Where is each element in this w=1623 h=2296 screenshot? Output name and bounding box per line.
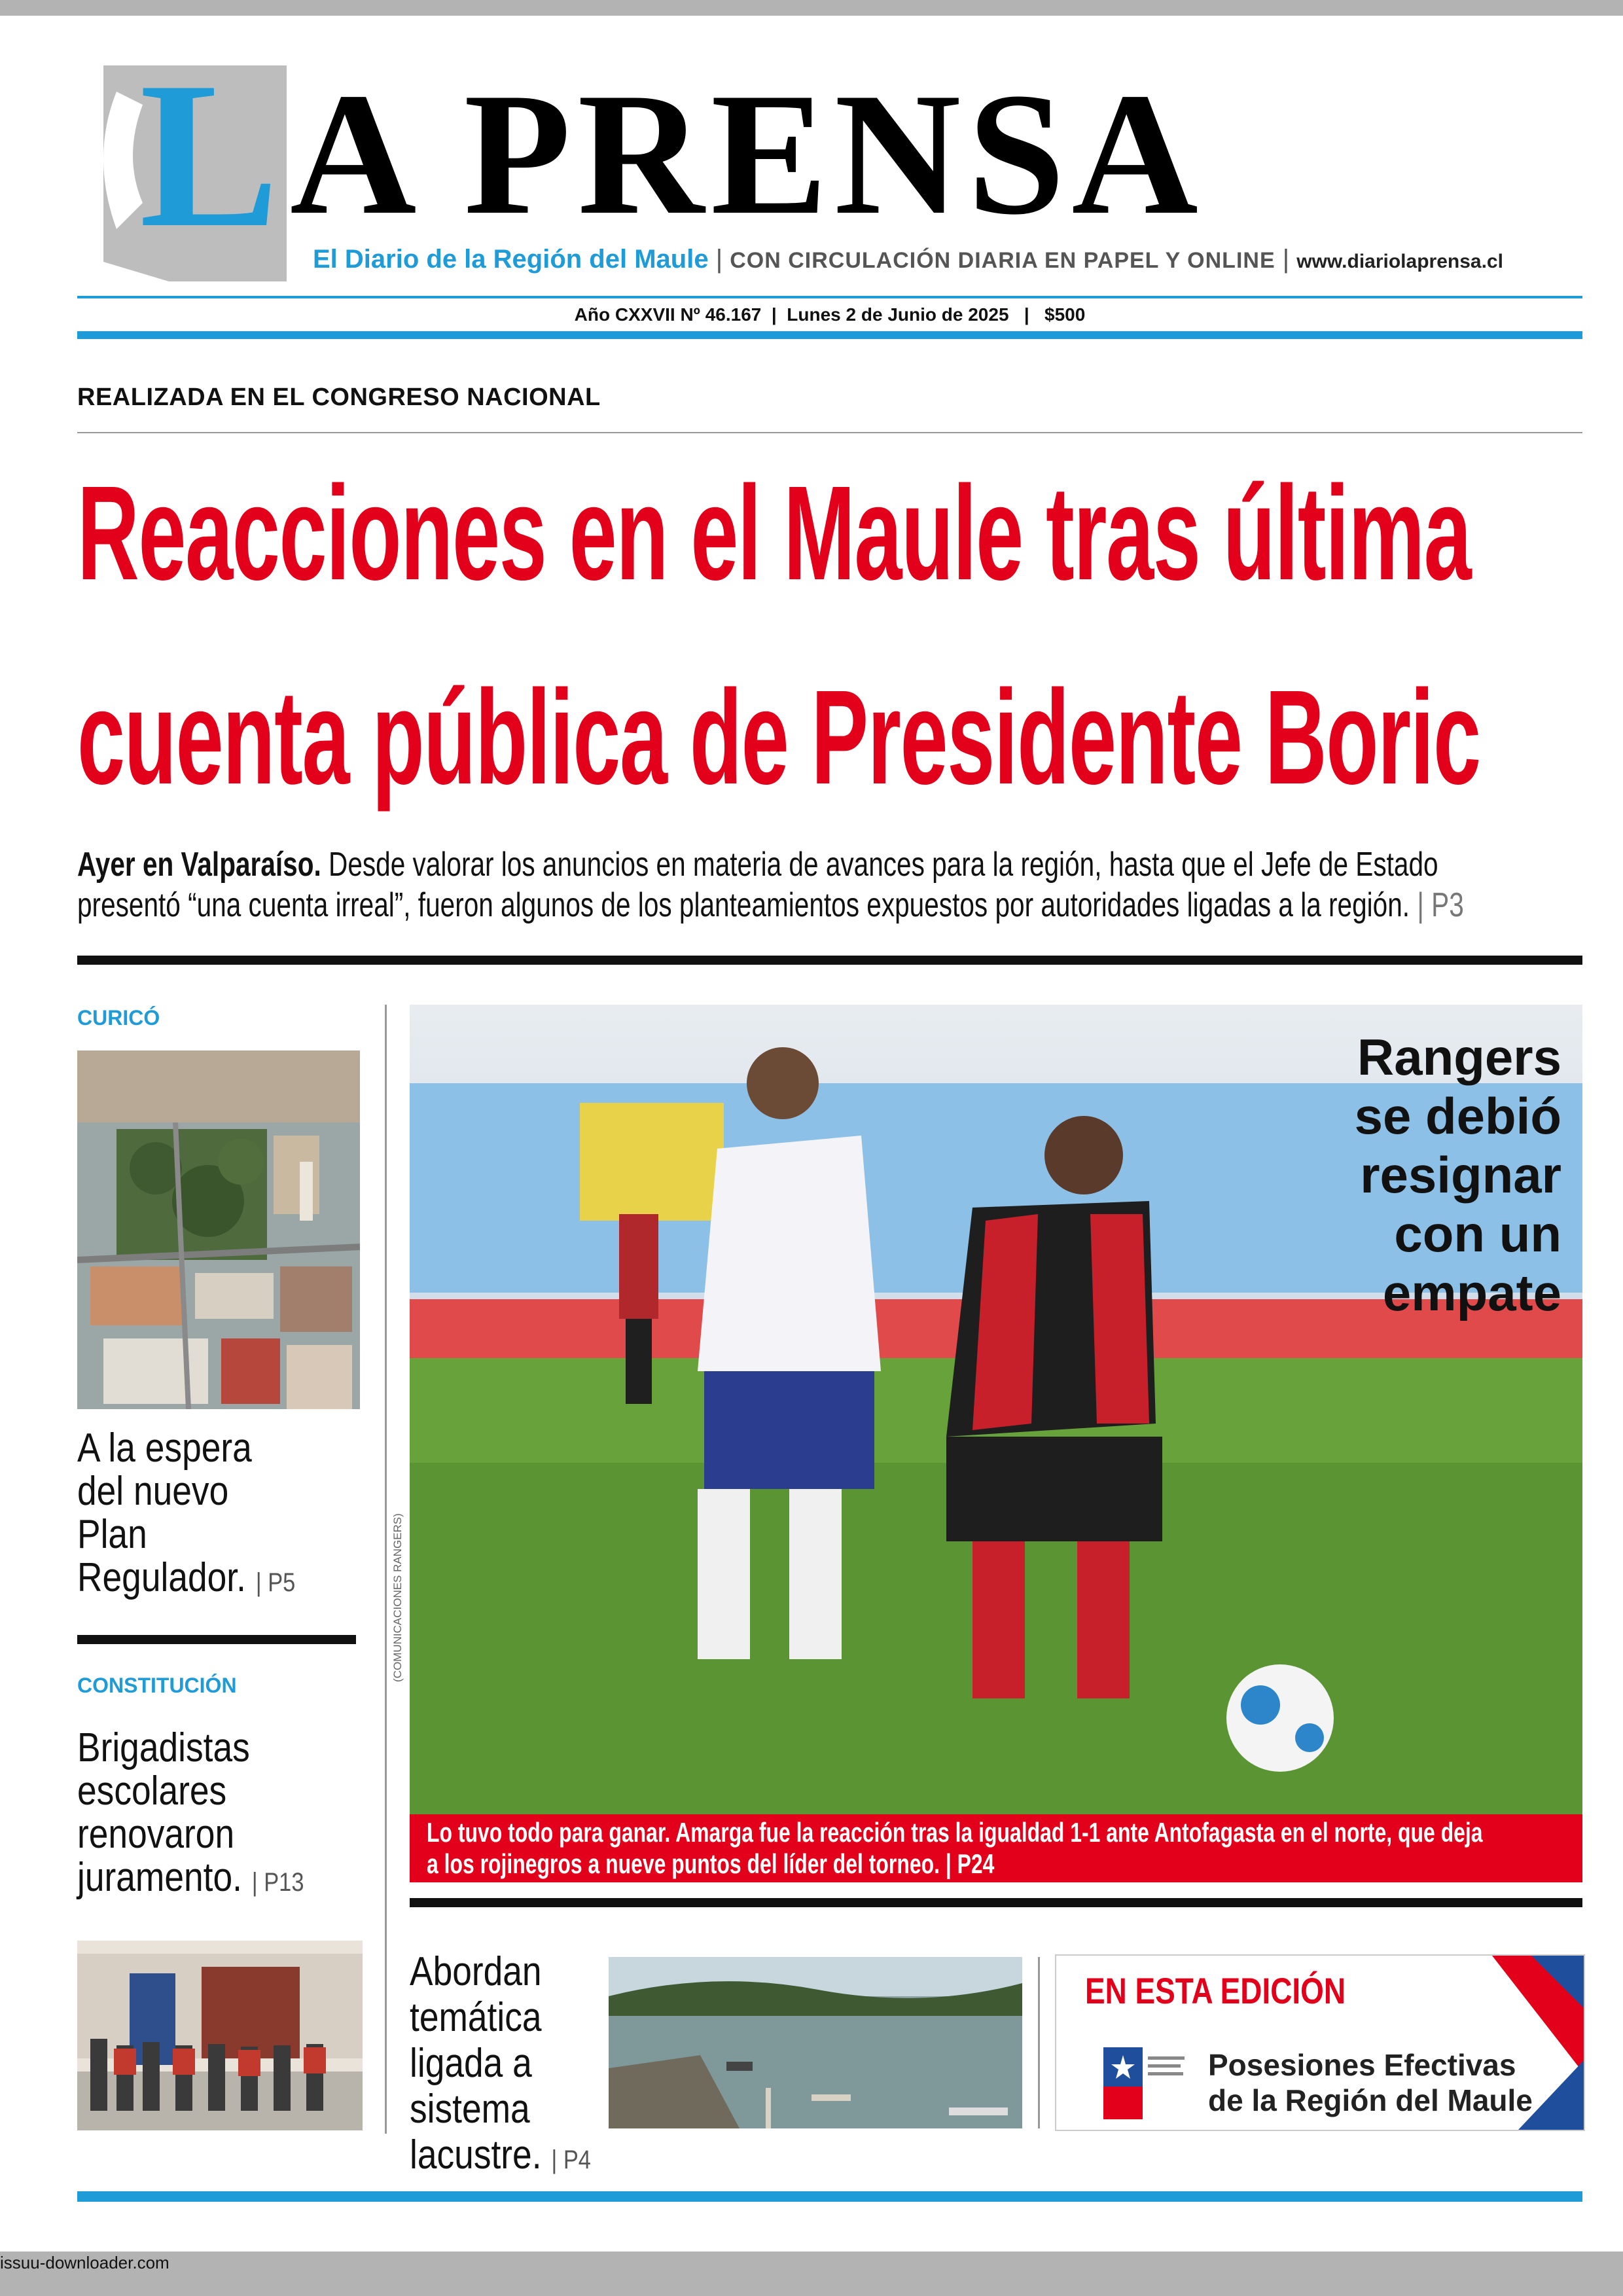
- lake-headline-line: Abordan: [410, 1949, 542, 1994]
- sports-headline-line: se debió: [1354, 1087, 1561, 1145]
- curico-aerial-photo: [77, 1050, 360, 1409]
- circulation-note: CON CIRCULACIÓN DIARIA EN PAPEL Y ONLINE: [730, 248, 1275, 273]
- issue-info: Año CXXVII Nº 46.167 | Lunes 2 de Junio de 2025 | $500: [574, 304, 1086, 325]
- sidebar-story1-line: del nuevo: [77, 1469, 229, 1514]
- sports-caption-line1: Lo tuvo todo para ganar. Amarga fue la reacción tras la igualdad 1-1 ante Antofagasta en el norte, que deja: [427, 1817, 1483, 1848]
- logo-wordmark: A PRENSA: [290, 56, 1205, 251]
- lake-photo: [609, 1957, 1022, 2128]
- tagline-divider-2: |: [1282, 245, 1297, 274]
- lake-headline-line: temática: [410, 1995, 542, 2040]
- sidebar-story2-page-ref: | P13: [251, 1868, 304, 1897]
- sidebar-section-constitucion: CONSTITUCIÓN: [77, 1674, 237, 1697]
- lake-headline-line: ligada a: [410, 2041, 532, 2086]
- brigade-students-photo: [77, 1941, 363, 2130]
- logo-letter: L: [139, 39, 279, 271]
- sidebar-story2-line: juramento.: [77, 1855, 242, 1900]
- lake-divider: [1038, 1957, 1040, 2128]
- sidebar-story1-page-ref: | P5: [255, 1568, 296, 1597]
- lead-kicker: REALIZADA EN EL CONGRESO NACIONAL: [77, 384, 601, 411]
- watermark-text: issuu-downloader.com: [0, 2253, 169, 2272]
- sports-headline-line: resignar: [1360, 1146, 1561, 1204]
- masthead-rule-top: [77, 296, 1582, 298]
- photo-credit: (COMUNICACIONES RANGERS): [391, 1513, 404, 1682]
- sports-headline-line: empate: [1382, 1264, 1561, 1321]
- website-link[interactable]: www.diariolaprensa.cl: [1296, 251, 1503, 272]
- lead-headline-line1: Reacciones en el Maule tras última: [77, 458, 1471, 608]
- lake-page-ref: | P4: [551, 2145, 591, 2174]
- chile-government-logo: [1103, 2047, 1188, 2119]
- masthead: [77, 39, 1582, 288]
- promo-box[interactable]: [1055, 1954, 1585, 2131]
- promo-text-line2: de la Región del Maule: [1208, 2083, 1533, 2117]
- sidebar-story1-line: Regulador.: [77, 1555, 246, 1600]
- column-divider: [385, 1005, 387, 2134]
- masthead-rule-bottom: [77, 331, 1582, 339]
- sidebar-story1-line: Plan: [77, 1512, 147, 1557]
- sports-photo-headline: [1348, 1028, 1561, 1322]
- sidebar-rule: [77, 1635, 356, 1644]
- sidebar-section-curico: CURICÓ: [77, 1006, 160, 1030]
- bottom-band: [0, 2251, 1623, 2296]
- top-band: [0, 0, 1623, 16]
- lead-headline-line2: cuenta pública de Presidente Boric: [77, 662, 1480, 812]
- sidebar-story2-line: renovaron: [77, 1812, 235, 1857]
- lake-headline-line: lacustre.: [410, 2132, 542, 2178]
- lead-summary-line1: Desde valorar los anuncios en materia de avances para la región, hasta que el Jefe de Estado: [329, 846, 1438, 884]
- lead-page-ref: | P3: [1417, 886, 1464, 924]
- footer-blue-rule: [77, 2191, 1582, 2202]
- sidebar-story1-headline: [77, 1427, 331, 1604]
- lead-bottom-rule: [77, 956, 1582, 965]
- lake-story-headline: [410, 1949, 620, 2183]
- promo-title: EN ESTA EDICIÓN: [1085, 1970, 1346, 2011]
- kicker-rule: [77, 432, 1582, 433]
- sidebar-story1-line: A la espera: [77, 1426, 252, 1471]
- sports-caption-line2: a los rojinegros a nueve puntos del líder del torneo. | P24: [427, 1848, 995, 1879]
- sidebar-story2-line: Brigadistas: [77, 1725, 250, 1770]
- sports-caption: [410, 1814, 1582, 1882]
- sports-bottom-rule: [410, 1898, 1582, 1907]
- sports-headline-line: Rangers: [1357, 1028, 1561, 1086]
- sidebar-story2-line: escolares: [77, 1768, 227, 1814]
- lake-headline-line: sistema: [410, 2087, 530, 2132]
- promo-text-line1: Posesiones Efectivas: [1208, 2048, 1516, 2082]
- sidebar-story2-headline: [77, 1727, 341, 1904]
- tagline-divider: |: [715, 245, 730, 274]
- lead-summary-lead: Ayer en Valparaíso.: [77, 846, 321, 884]
- lead-summary-line2: presentó “una cuenta irreal”, fueron algunos de los planteamientos expuestos por autoridades ligadas a la región.: [77, 886, 1410, 924]
- lead-summary: [77, 844, 1582, 925]
- sports-headline-line: con un: [1394, 1205, 1561, 1263]
- tagline: El Diario de la Región del Maule: [313, 245, 709, 274]
